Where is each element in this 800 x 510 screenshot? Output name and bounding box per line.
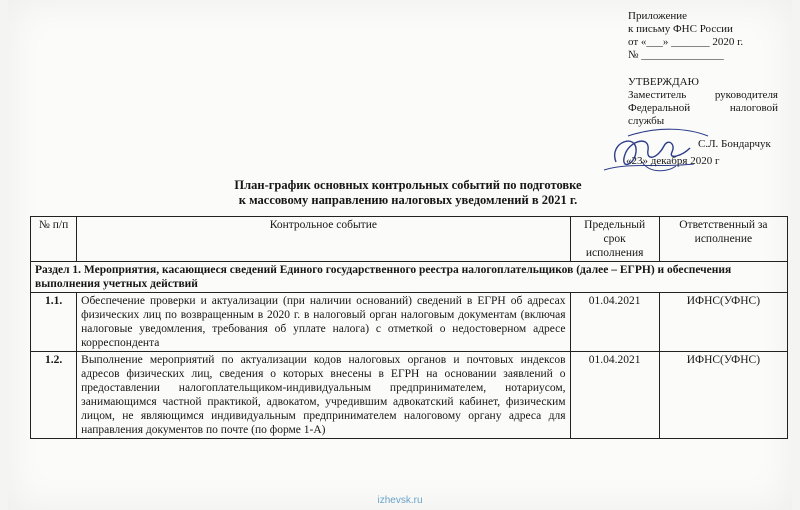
header-num: № п/п xyxy=(31,217,77,262)
approver-position-line3: службы xyxy=(628,115,665,127)
approval-block xyxy=(628,76,778,128)
approver-position-line2: Федеральной налоговой xyxy=(628,102,778,114)
title-line1: План-график основных контрольных событий по подготовке xyxy=(234,178,582,192)
approval-date: «23» декабря 2020 г xyxy=(626,155,720,167)
handwritten-signature xyxy=(598,122,738,182)
row-deadline: 01.04.2021 xyxy=(570,352,659,439)
table-row xyxy=(31,352,788,439)
header-responsible: Ответственный за исполнение xyxy=(659,217,787,262)
approver-position-line1: Заместитель руководителя xyxy=(628,89,778,101)
attachment-label: Приложение xyxy=(628,10,688,22)
header-event: Контрольное событие xyxy=(77,217,570,262)
watermark: izhevsk.ru xyxy=(377,495,423,506)
row-event: Обеспечение проверки и актуализации (при наличии оснований) сведений в ЕГРН об адресах физических лиц по возвращенным в 2020 г. в налоговый орган налоговым документам (включая налоговые уведомления, требования об уплате налога) с отметкой о недостоверном адресе корреспондента xyxy=(77,293,570,352)
attachment-block xyxy=(628,10,743,62)
attachment-letter: к письму ФНС России xyxy=(628,23,733,35)
title-line2: к массовому направлению налоговых уведомлений в 2021 г. xyxy=(238,193,578,207)
attachment-number: № _______________ xyxy=(628,49,724,61)
header-deadline: Предельный срок исполнения xyxy=(570,217,659,262)
row-num: 1.2. xyxy=(31,352,77,439)
attachment-date: от «___» _______ 2020 г. xyxy=(628,36,744,48)
row-deadline: 01.04.2021 xyxy=(570,293,659,352)
table-row xyxy=(31,293,788,352)
document-page xyxy=(8,0,792,510)
row-responsible: ИФНС(УФНС) xyxy=(659,293,787,352)
section-row xyxy=(31,262,788,293)
section-title: Раздел 1. Мероприятия, касающиеся сведений Единого государственного реестра налогоплательщиков (далее – ЕГРН) и обеспечения выполнения учетных действий xyxy=(31,262,788,293)
row-responsible: ИФНС(УФНС) xyxy=(659,352,787,439)
plan-table xyxy=(30,216,788,439)
signer-name: С.Л. Бондарчук xyxy=(698,138,771,150)
table-header-row xyxy=(31,217,788,262)
approve-label: УТВЕРЖДАЮ xyxy=(628,76,699,88)
row-event: Выполнение мероприятий по актуализации кодов налоговых органов и почтовых индексов адресов физических лиц, сведения о которых внесены в ЕГРН на основании заявлений о предоставлении налогоплательщиком-индивидуальным предпринимателем, нотариусом, занимающимся частной практикой, адвокатом, учредившим адвокатский кабинет, физическим лицом, не являющимся индивидуальным предпринимателем налоговому органу адреса для направления документов по почте (по форме 1-А) xyxy=(77,352,570,439)
document-title xyxy=(188,178,628,208)
row-num: 1.1. xyxy=(31,293,77,352)
